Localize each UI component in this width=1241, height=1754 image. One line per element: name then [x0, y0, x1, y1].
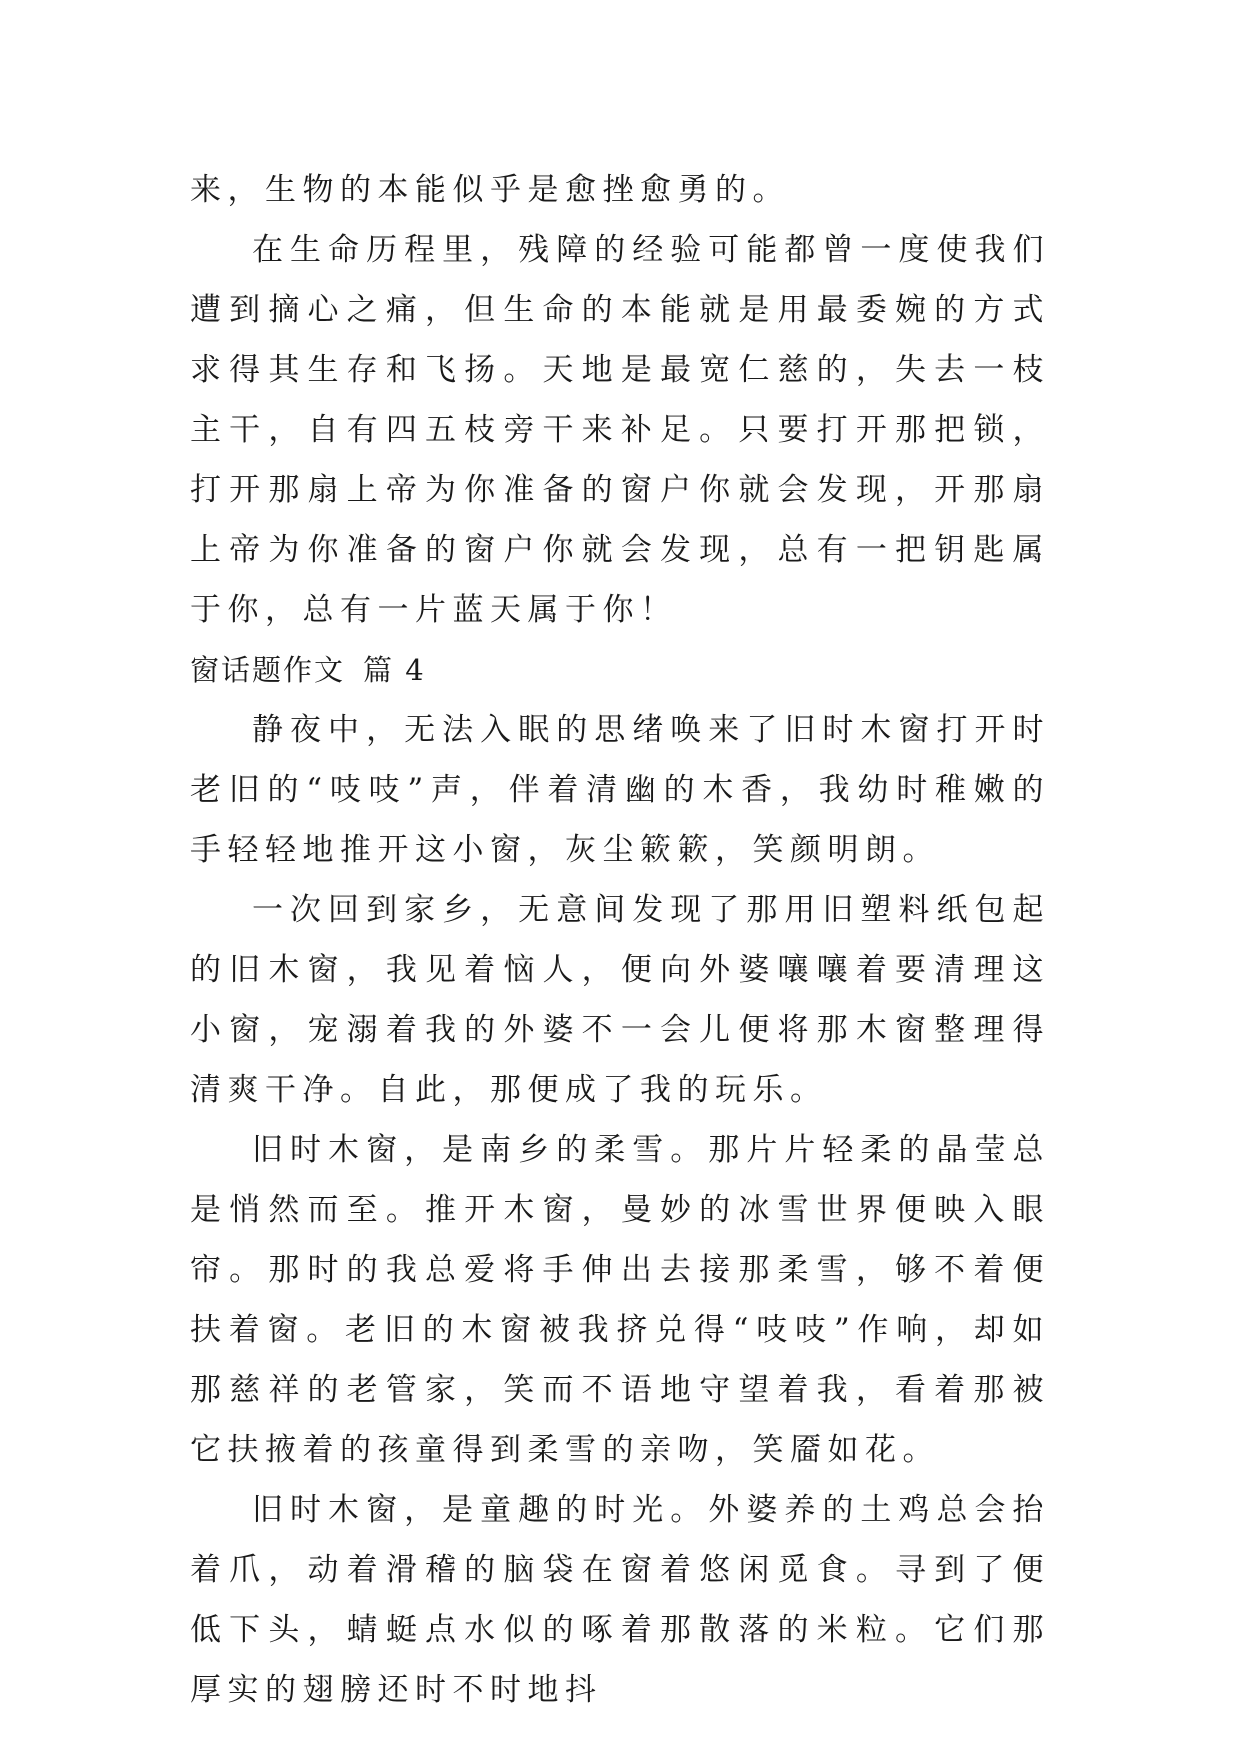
- paragraph-childhood-time: 旧时木窗，是童趣的时光。外婆养的土鸡总会抬着爪，动着滑稽的脑袋在窗着悠闲觅食。寻到了便低下头，蜻蜓点水似的啄着那散落的米粒。它们那厚实的翅膀还时不时地抖: [190, 1492, 1050, 1708]
- document-body: [190, 160, 1050, 1720]
- paragraph-southern-snow: 旧时木窗，是南乡的柔雪。那片片轻柔的晶莹总是悄然而至。推开木窗，曼妙的冰雪世界便映入眼帘。那时的我总爱将手伸出去接那柔雪，够不着便扶着窗。老旧的木窗被我挤兑得“吱吱”作响，却如那慈祥的老管家，笑而不语地守望着我，看着那被它扶掖着的孩童得到柔雪的亲吻，笑靥如花。: [190, 1132, 1050, 1468]
- paragraph-continuation: 来，生物的本能似乎是愈挫愈勇的。: [190, 172, 790, 208]
- section-number: 篇 4: [363, 653, 426, 687]
- paragraph-quiet-night: 静夜中，无法入眠的思绪唤来了旧时木窗打开时老旧的“吱吱”声，伴着清幽的木香，我幼时稚嫩的手轻轻地推开这小窗，灰尘簌簌，笑颜明朗。: [190, 712, 1050, 868]
- paragraph-life-instinct: 在生命历程里，残障的经验可能都曾一度使我们遭到摘心之痛，但生命的本能就是用最委婉的方式求得其生存和飞扬。天地是最宽仁慈的，失去一枝主干，自有四五枝旁干来补足。只要打开那把锁，打开那扇上帝为你准备的窗户你就会发现，开那扇上帝为你准备的窗户你就会发现，总有一把钥匙属于你，总有一片蓝天属于你！: [190, 232, 1050, 628]
- section-title: 窗话题作文: [190, 653, 346, 687]
- section-heading: [190, 640, 1050, 700]
- paragraph-return-home: 一次回到家乡，无意间发现了那用旧塑料纸包起的旧木窗，我见着恼人，便向外婆嚷嚷着要清理这小窗，宠溺着我的外婆不一会儿便将那木窗整理得清爽干净。自此，那便成了我的玩乐。: [190, 892, 1050, 1108]
